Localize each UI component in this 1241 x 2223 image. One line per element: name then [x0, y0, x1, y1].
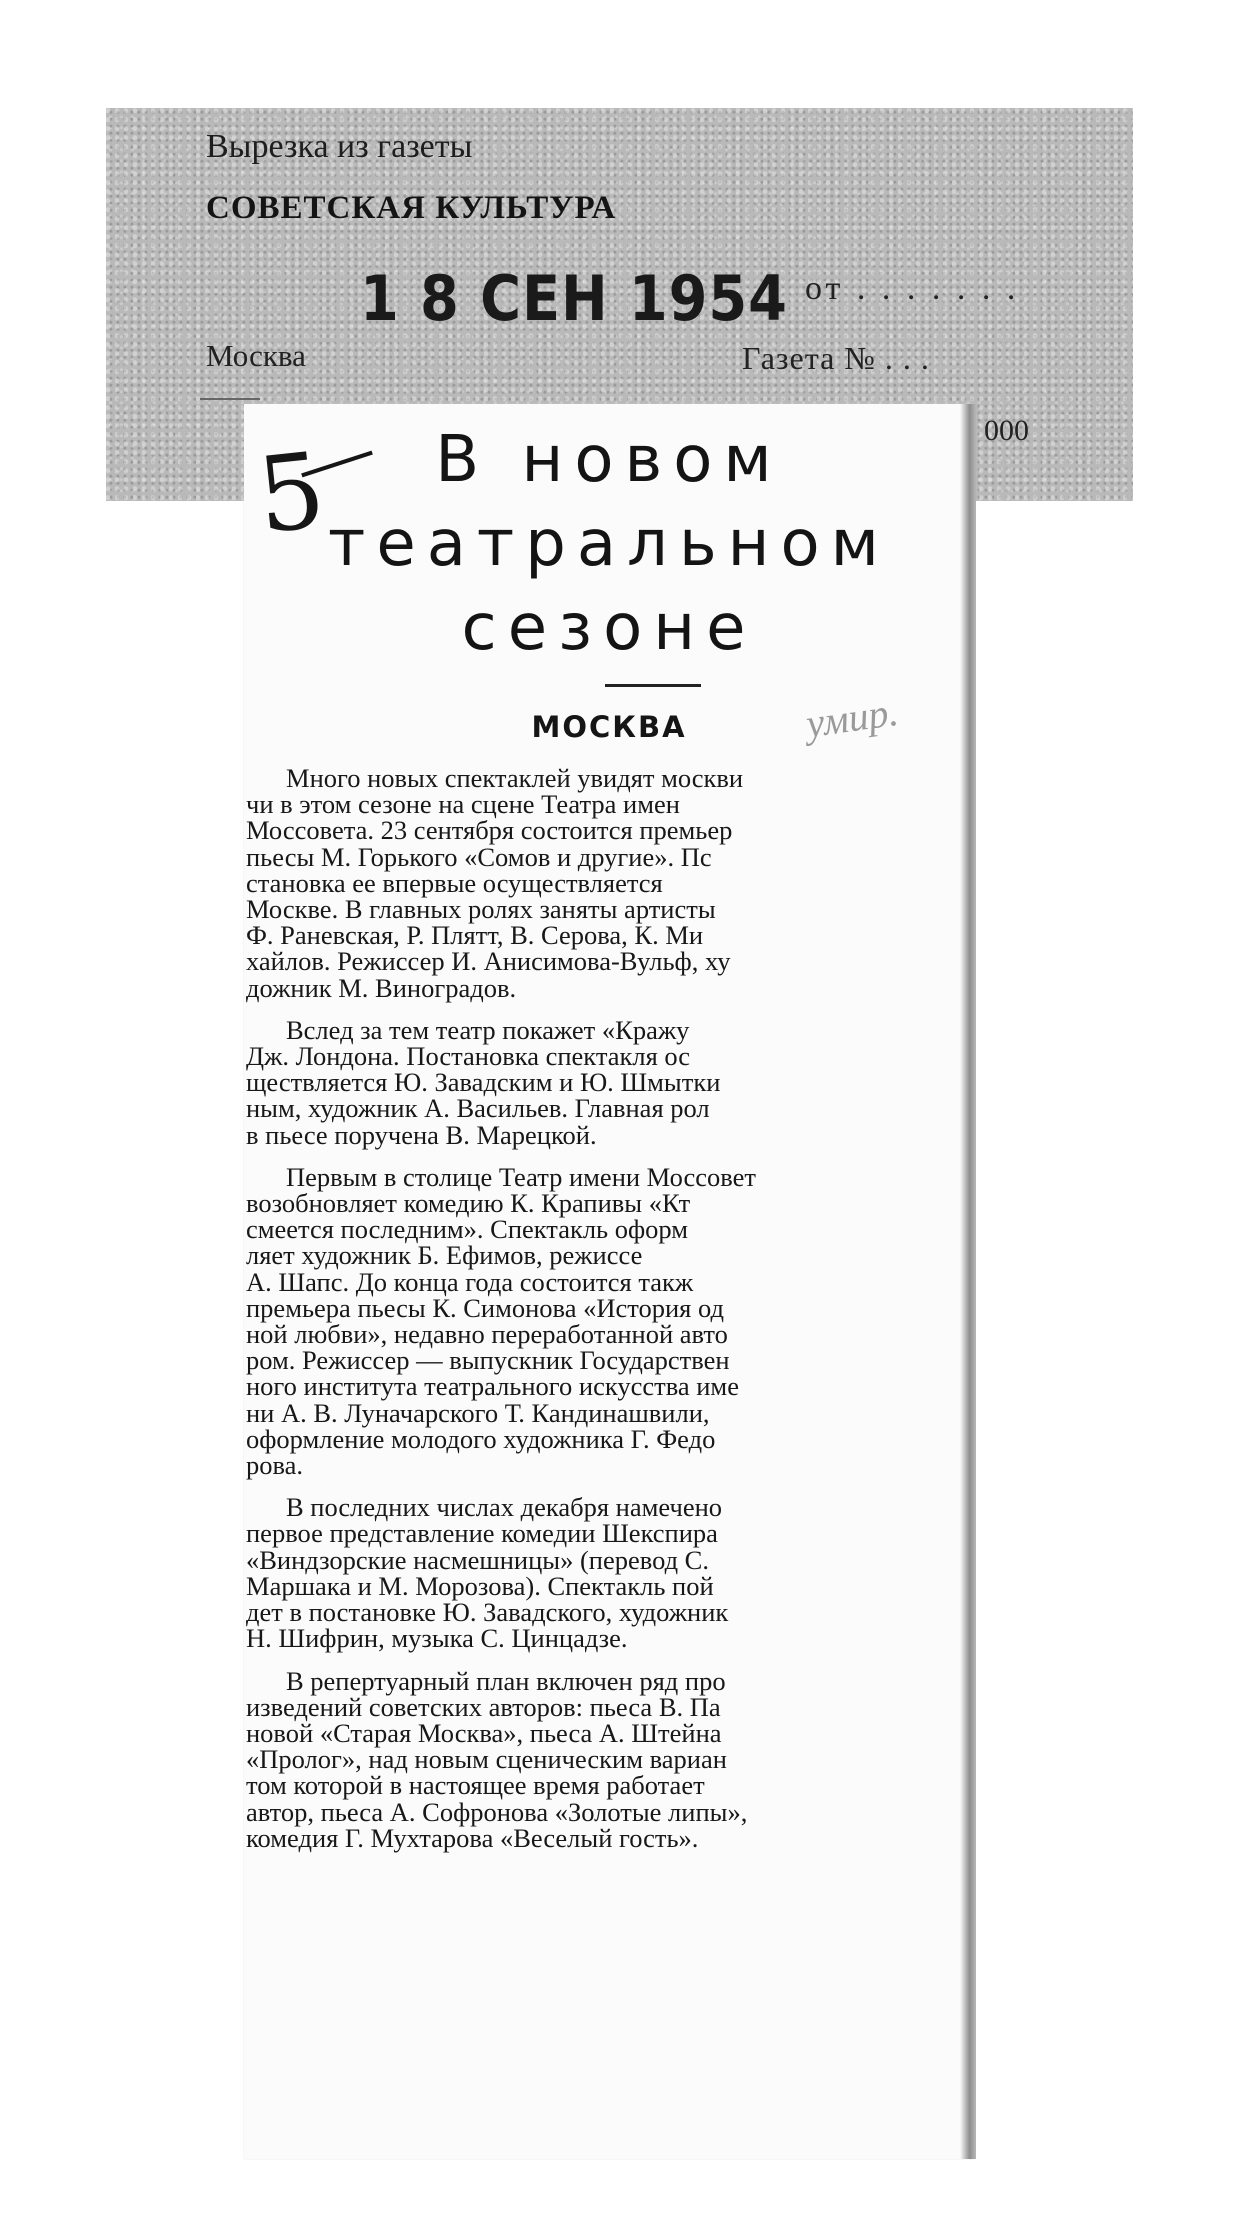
article-line: изведений советских авторов: пьеса В. Па: [246, 1691, 721, 1722]
article-line: дет в постановке Ю. Завадского, художник: [246, 1597, 729, 1628]
article-line: пьесы М. Горького «Сомов и другие». Пс: [246, 841, 712, 872]
headline-line-3: сезоне: [461, 591, 757, 665]
newspaper-number-field: Газета № . . .: [742, 340, 930, 376]
card-label: Вырезка из газеты: [206, 128, 473, 165]
article-line: «Пролог», над новым сценическим вариан: [246, 1744, 727, 1775]
article-line: возобновляет комедию К. Крапивы «Кт: [246, 1188, 691, 1219]
headline-line-2: театральном: [328, 507, 890, 581]
article-line: Н. Шифрин, музыка С. Цинцадзе.: [246, 1623, 628, 1654]
article-paragraph: [246, 1492, 982, 1654]
city-label: Москва: [206, 338, 306, 373]
article-line: новой «Старая Москва», пьеса А. Штейна: [246, 1717, 722, 1748]
article-line: В репертуарный план включен ряд про: [286, 1665, 726, 1696]
article-line: Первым в столице Театр имени Моссовет: [286, 1161, 756, 1192]
headline-divider: [605, 684, 701, 687]
issue-from-field: от . . . . . . .: [805, 270, 1020, 307]
section-title: МОСКВА: [531, 710, 687, 744]
article-line: В последних числах декабря намечено: [286, 1492, 723, 1523]
article-line: смеется последним». Спектакль оформ: [246, 1214, 689, 1245]
article-line: Вслед за тем театр покажет «Кражу: [286, 1014, 690, 1045]
article-line: ного института театрального искусства име: [246, 1371, 739, 1402]
card-number: 000: [984, 414, 1029, 447]
newspaper-name: СОВЕТСКАЯ КУЛЬТУРА: [206, 190, 617, 226]
article-line: Ф. Раневская, Р. Плятт, В. Серова, К. Ми: [246, 920, 704, 951]
article-body: [246, 765, 982, 1867]
article-line: первое представление комедии Шекспира: [246, 1518, 718, 1549]
article-line: становка ее впервые осуществляется: [246, 867, 663, 898]
article-headline: [244, 418, 974, 670]
date-stamp: 1 8 СЕН 1954: [360, 262, 788, 335]
handwritten-mark: 5: [251, 428, 331, 558]
article-line: ни А. В. Луначарского Т. Кандинашвили,: [246, 1397, 710, 1428]
article-line: Москве. В главных ролях заняты артисты: [246, 894, 716, 925]
article-line: комедия Г. Мухтарова «Веселый гость».: [246, 1822, 699, 1853]
article-paragraph: [246, 1014, 982, 1150]
article-paragraph: [246, 1665, 982, 1853]
article-paragraph: [246, 1161, 982, 1481]
article-line: А. Шапс. До конца года состоится такж: [246, 1266, 694, 1297]
article-line: Дж. Лондона. Постановка спектакля ос: [246, 1041, 691, 1072]
article-line: оформление молодого художника Г. Федо: [246, 1423, 716, 1454]
article-line: «Виндзорские насмешницы» (перевод С.: [246, 1544, 709, 1575]
article-line: том которой в настоящее время работает: [246, 1770, 705, 1801]
article-line: ляет художник Б. Ефимов, режиссе: [246, 1240, 643, 1271]
article-paragraph: [246, 765, 982, 1001]
article-line: рова.: [246, 1450, 304, 1481]
article-line: в пьесе поручена В. Марецкой.: [246, 1119, 597, 1150]
handwritten-note: умир.: [803, 688, 901, 747]
headline-line-1: В новом: [435, 423, 783, 497]
article-line: Много новых спектаклей увидят москви: [286, 763, 744, 793]
article-line: ным, художник А. Васильев. Главная рол: [246, 1093, 710, 1124]
card-divider: [200, 398, 260, 400]
article-line: хайлов. Режиссер И. Анисимова-Вульф, ху: [246, 946, 731, 977]
article-line: ром. Режиссер — выпускник Государствен: [246, 1345, 730, 1376]
article-line: Маршака и М. Морозова). Спектакль пой: [246, 1570, 714, 1601]
article-line: дожник М. Виноградов.: [246, 972, 517, 1003]
article-line: премьера пьесы К. Симонова «История од: [246, 1292, 724, 1323]
article-line: Моссовета. 23 сентября состоится премьер: [246, 815, 733, 846]
article-line: чи в этом сезоне на сцене Театра имен: [246, 789, 680, 820]
article-line: автор, пьеса А. Софронова «Золотые липы»,: [246, 1796, 748, 1827]
article-line: ной любви», недавно переработанной авто: [246, 1319, 728, 1350]
article-line: ществляется Ю. Завадским и Ю. Шмытки: [246, 1067, 721, 1098]
